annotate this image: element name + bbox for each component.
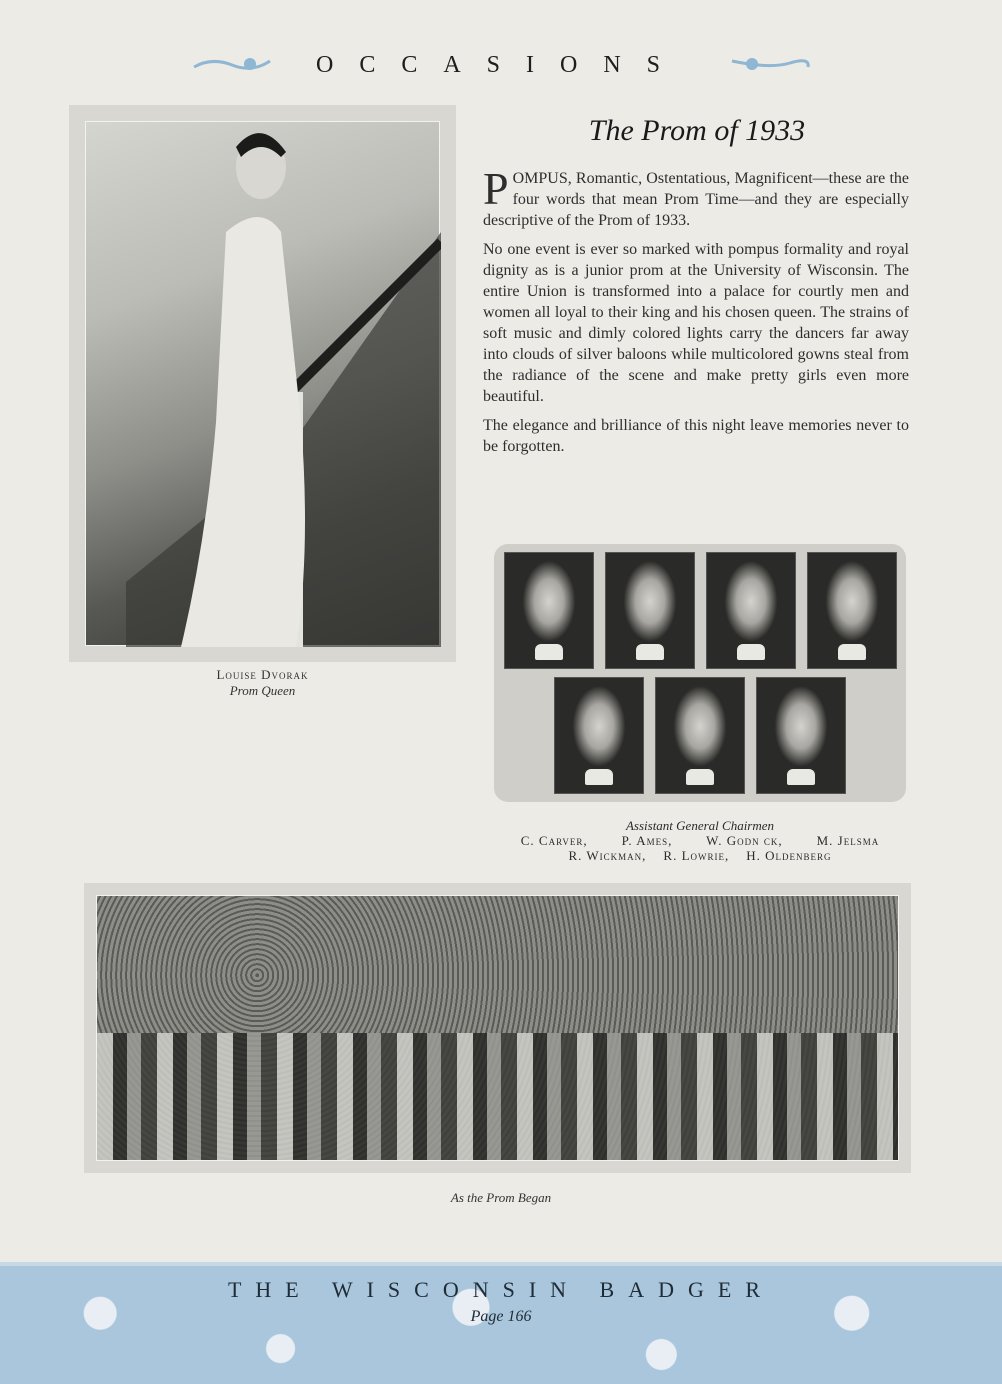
chairmen-caption — [494, 818, 906, 863]
paragraph-1-text: OMPUS, Romantic, Ostentatious, Magnificent—these are the four words that mean Prom Time—and they are especially descriptive of the Prom of 1933. — [483, 170, 909, 229]
prom-queen-caption — [169, 667, 356, 699]
section-header — [0, 52, 1002, 80]
chairman-portrait — [706, 552, 796, 669]
page-number: Page 166 — [470, 1308, 532, 1325]
prom-queen-name: Louise Dvorak — [216, 667, 309, 682]
chairman-portrait — [756, 677, 846, 794]
prom-queen-role: Prom Queen — [229, 683, 296, 698]
right-ornament-icon — [730, 53, 810, 80]
article-title: The Prom of 1933 — [588, 114, 806, 147]
left-ornament-icon — [192, 53, 272, 80]
article-paragraph-2: No one event is ever so marked with pompus formality and royal dignity as is a junior prom at the University of Wisconsin. The entire Union is transformed into a palace for courtly men and women all loyal to their king and his chosen queen. The strains of soft music and dimly colored lights carry the dancers far away into clouds of silver baloons while multicolored gowns steal from the radiance of the scene and make pretty girls even more beautiful. — [483, 241, 909, 405]
drop-cap: P — [483, 163, 509, 214]
crowd-caption: As the Prom Began — [450, 1190, 552, 1205]
prom-queen-image — [85, 121, 440, 646]
chairman-portrait — [655, 677, 745, 794]
chairman-portrait — [554, 677, 644, 794]
publication-title: THE WISCONSIN BADGER — [227, 1277, 775, 1302]
chairmen-names-row-2: R. Wickman, R. Lowrie, H. Oldenberg — [568, 848, 832, 863]
article-paragraph-3: The elegance and brilliance of this night leave memories never to be forgotten. — [483, 417, 909, 455]
article-body — [483, 163, 909, 465]
chairmen-photo-panel — [494, 544, 906, 802]
prom-crowd-photo — [84, 883, 911, 1173]
chairmen-heading: Assistant General Chairmen — [625, 818, 775, 833]
chairman-portrait — [807, 552, 897, 669]
chairman-portrait — [605, 552, 695, 669]
article-paragraph-1 — [483, 163, 909, 231]
prom-queen-photo — [69, 105, 456, 662]
chairman-portrait — [504, 552, 594, 669]
section-title: OCCASIONS — [315, 52, 687, 78]
prom-crowd-image — [96, 895, 899, 1161]
chairmen-names-row-1: C. Carver, P. Ames, W. Godn ck, M. Jelsma — [520, 833, 880, 848]
